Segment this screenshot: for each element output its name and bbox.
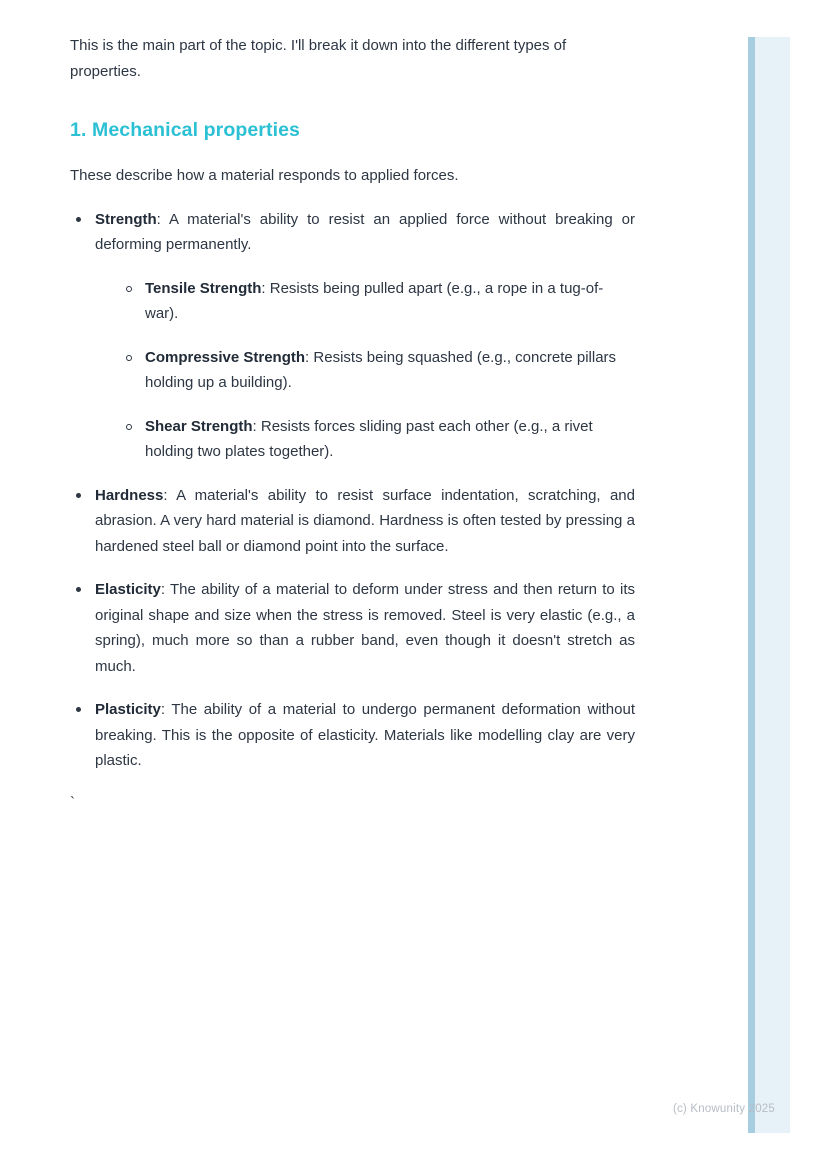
term-separator: : bbox=[160, 581, 171, 599]
stray-backtick: ` bbox=[70, 793, 75, 811]
bullet-term: Strength bbox=[95, 210, 157, 228]
bullet-text: The ability of a material to undergo permanent deformation without breaking. This is the opposite of elasticity. Materials like modelling clay are very plastic. bbox=[95, 701, 635, 770]
list-item bbox=[70, 207, 635, 465]
list-item bbox=[70, 577, 635, 679]
bullet-disc-icon bbox=[76, 587, 81, 592]
bullet-text: A material's ability to resist an applied force without breaking or deforming permanently. bbox=[95, 210, 635, 254]
term-separator: : bbox=[305, 348, 314, 366]
bullet-term: Shear Strength bbox=[145, 417, 253, 435]
bullet-circle-icon bbox=[126, 424, 132, 430]
bullet-text: Resists being squashed (e.g., concrete pillars holding up a building). bbox=[145, 348, 617, 392]
bullet-text: The ability of a material to deform under stress and then return to its original shape and size when the stress is removed. Steel is very elastic (e.g., a spring), much more so than a rubber band, even though it doesn't stretch as much. bbox=[95, 581, 635, 675]
bullet-term: Elasticity bbox=[95, 581, 161, 599]
bullet-paragraph bbox=[95, 207, 635, 258]
document-content bbox=[70, 33, 635, 815]
sub-properties-list bbox=[120, 276, 635, 465]
bullet-text: Resists forces sliding past each other (e.g., a rivet holding two plates together). bbox=[145, 417, 593, 461]
list-item bbox=[120, 345, 635, 396]
bullet-term: Compressive Strength bbox=[145, 348, 306, 366]
term-separator: : bbox=[160, 701, 172, 719]
bullet-paragraph bbox=[95, 577, 635, 679]
list-item bbox=[70, 483, 635, 560]
list-item bbox=[70, 697, 635, 774]
list-item bbox=[120, 276, 635, 327]
bullet-disc-icon bbox=[76, 217, 81, 222]
bullet-text: A material's ability to resist surface indentation, scratching, and abrasion. A very hard material is diamond. Hardness is often tested by pressing a hardened steel ball or diamond point into the surface. bbox=[95, 486, 635, 555]
bullet-term: Hardness bbox=[95, 486, 164, 504]
bullet-paragraph bbox=[145, 276, 635, 327]
bullet-circle-icon bbox=[126, 286, 132, 292]
bullet-paragraph bbox=[95, 697, 635, 774]
term-separator: : bbox=[252, 417, 261, 435]
bullet-paragraph bbox=[95, 483, 635, 560]
bullet-paragraph bbox=[145, 345, 635, 396]
section-heading: 1. Mechanical properties bbox=[70, 119, 300, 141]
bullet-text: Resists being pulled apart (e.g., a rope in a tug-of-war). bbox=[145, 279, 604, 323]
bullet-disc-icon bbox=[76, 707, 81, 712]
bullet-term: Tensile Strength bbox=[145, 279, 262, 297]
page-accent-bar bbox=[748, 37, 790, 1133]
properties-list bbox=[70, 207, 635, 774]
term-separator: : bbox=[156, 210, 169, 228]
bullet-term: Plasticity bbox=[95, 701, 161, 719]
watermark: (c) Knowunity 2025 bbox=[672, 1103, 775, 1115]
bullet-disc-icon bbox=[76, 493, 81, 498]
bullet-paragraph bbox=[145, 414, 635, 465]
term-separator: : bbox=[261, 279, 270, 297]
list-item bbox=[120, 414, 635, 465]
bullet-circle-icon bbox=[126, 355, 132, 361]
term-separator: : bbox=[163, 486, 177, 504]
section-description: These describe how a material responds to applied forces. bbox=[70, 167, 459, 185]
intro-paragraph: This is the main part of the topic. I'll break it down into the different types of properties. bbox=[70, 37, 567, 80]
